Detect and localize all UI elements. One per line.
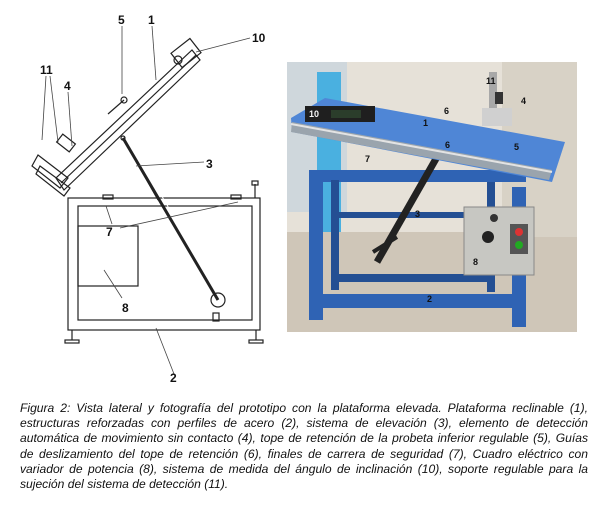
photo-callout-4: 4 bbox=[521, 96, 527, 106]
photo-callout-5: 5 bbox=[514, 142, 520, 152]
drawing-callout-10: 10 bbox=[252, 31, 266, 45]
drawing-callout-4: 4 bbox=[64, 79, 71, 93]
drawing-callout-11: 11 bbox=[40, 63, 53, 77]
base-frame-inner bbox=[78, 206, 252, 320]
drawing-callout-2: 2 bbox=[170, 371, 177, 385]
drawing-callout-7: 7 bbox=[106, 225, 113, 239]
base-frame-outline bbox=[68, 198, 260, 330]
side-view-drawing bbox=[28, 10, 290, 388]
figure-caption: Figura 2: Vista lateral y fotografía del prototipo con la plataforma elevada. Plataforma reclinable (1), estructuras reforzadas con perfiles de acero (2), sistema de elevación (3), elemento de detección automática de movimiento sin contacto (4), tope de retención de la probeta inferior regulable (5), Guías de deslizamiento del tope de retención (6), finales de carrera de seguridad (7), Cuadro eléctrico con variador de potencia (8), sistema de medida del ángulo de inclinación (10), soporte regulable para la sujeción del sistema de detección (11). bbox=[20, 401, 588, 492]
photo-callout-8: 8 bbox=[473, 257, 479, 267]
photo-callout-2: 2 bbox=[427, 294, 433, 304]
photo-callout-7: 7 bbox=[365, 154, 371, 164]
drawing-callout-3: 3 bbox=[206, 157, 213, 171]
photo-callout-11: 11 bbox=[486, 76, 496, 86]
photo-callout-10: 10 bbox=[309, 109, 320, 119]
photo-callout-6-top: 6 bbox=[444, 106, 450, 116]
drawing-callout-5: 5 bbox=[118, 13, 125, 27]
drawing-callout-1: 1 bbox=[148, 13, 155, 27]
photo-callout-6-bottom: 6 bbox=[445, 140, 451, 150]
photo-callout-3: 3 bbox=[415, 209, 421, 219]
drawing-callout-8: 8 bbox=[122, 301, 129, 315]
photo-callout-1: 1 bbox=[423, 118, 429, 128]
prototype-photo bbox=[287, 62, 577, 332]
